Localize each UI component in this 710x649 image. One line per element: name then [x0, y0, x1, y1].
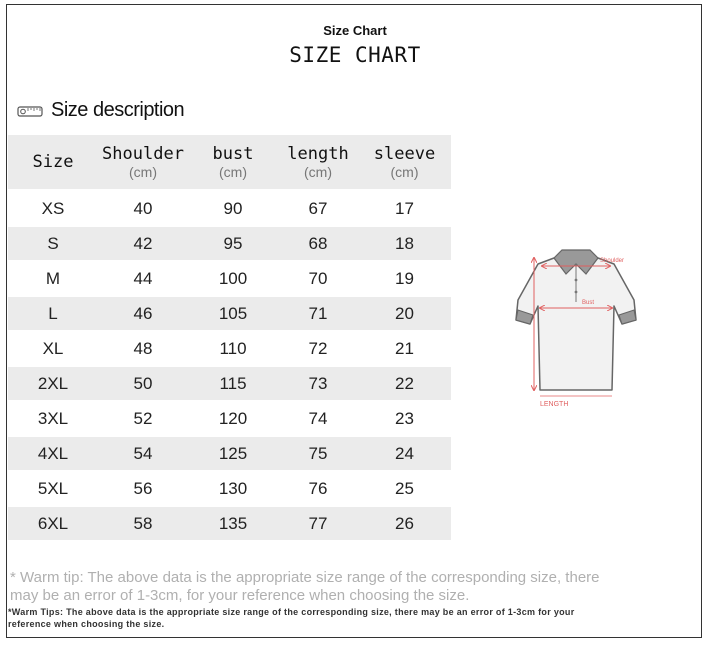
cell-shoulder: 40: [98, 191, 188, 227]
column-header-bust: [188, 135, 278, 191]
cell-size: 5XL: [8, 471, 98, 506]
length-measure-label: LENGTH: [540, 401, 569, 408]
shirt-button: [575, 291, 578, 294]
cell-sleeve: 25: [358, 471, 451, 506]
cell-sleeve: 17: [358, 191, 451, 227]
column-header-shoulder: [98, 135, 188, 191]
cell-bust: 100: [188, 261, 278, 296]
column-label: Shoulder: [102, 144, 184, 164]
cell-sleeve: 23: [358, 401, 451, 436]
cell-sleeve: 20: [358, 296, 451, 331]
column-header-length: [278, 135, 358, 191]
table-row: [8, 226, 451, 261]
size-description-label: Size description: [51, 99, 185, 121]
cell-bust: 135: [188, 506, 278, 541]
cell-size: 4XL: [8, 436, 98, 471]
cell-bust: 125: [188, 436, 278, 471]
cell-length: 75: [278, 436, 358, 471]
table-row: [8, 331, 451, 366]
bust-measure-label: Bust: [582, 300, 595, 306]
page-title: SIZE CHART: [289, 43, 421, 67]
cell-size: XL: [8, 331, 98, 366]
cell-size: 3XL: [8, 401, 98, 436]
cell-shoulder: 56: [98, 471, 188, 506]
tape-measure-icon: [17, 104, 43, 118]
table-row: [8, 261, 451, 296]
cell-shoulder: 52: [98, 401, 188, 436]
cell-length: 67: [278, 191, 358, 227]
cell-shoulder: 54: [98, 436, 188, 471]
table-row: [8, 296, 451, 331]
table-row: [8, 436, 451, 471]
shirt-button: [575, 279, 578, 282]
cell-length: 70: [278, 261, 358, 296]
shoulder-measure-label: Shoulder: [600, 258, 625, 264]
cell-sleeve: 21: [358, 331, 451, 366]
table-row: [8, 471, 451, 506]
cell-size: 6XL: [8, 506, 98, 541]
cell-length: 76: [278, 471, 358, 506]
cell-shoulder: 58: [98, 506, 188, 541]
column-label: length: [287, 144, 349, 164]
warm-tip-gray: * Warm tip: The above data is the appropriate size range of the corresponding size, there may be an error of 1-3cm, for your reference when choosing the size.: [10, 569, 600, 604]
cell-length: 72: [278, 331, 358, 366]
polo-shirt-measurement-icon: [510, 240, 642, 410]
cell-shoulder: 44: [98, 261, 188, 296]
cell-bust: 130: [188, 471, 278, 506]
cell-bust: 110: [188, 331, 278, 366]
cell-size: 2XL: [8, 366, 98, 401]
table-header-row: [8, 135, 451, 191]
cell-sleeve: 24: [358, 436, 451, 471]
cell-length: 68: [278, 226, 358, 261]
column-unit: (cm): [304, 164, 332, 180]
table-row: [8, 191, 451, 227]
column-unit: (cm): [129, 164, 157, 180]
cell-shoulder: 42: [98, 226, 188, 261]
cell-sleeve: 18: [358, 226, 451, 261]
cell-length: 73: [278, 366, 358, 401]
cell-shoulder: 50: [98, 366, 188, 401]
table-row: [8, 506, 451, 541]
warm-tip-bold: *Warm Tips: The above data is the appropriate size range of the corresponding size, there may be an error of 1-3cm for your reference when choosing the size.: [8, 607, 575, 629]
page-subtitle: Size Chart: [323, 23, 387, 38]
cell-size: M: [8, 261, 98, 296]
size-description-heading: [17, 99, 184, 122]
cell-bust: 95: [188, 226, 278, 261]
cell-length: 74: [278, 401, 358, 436]
cell-sleeve: 19: [358, 261, 451, 296]
column-label: sleeve: [373, 144, 436, 164]
cell-shoulder: 46: [98, 296, 188, 331]
cell-length: 71: [278, 296, 358, 331]
cell-sleeve: 26: [358, 506, 451, 541]
table-row: [8, 366, 451, 401]
cell-size: XS: [8, 191, 98, 227]
cell-bust: 115: [188, 366, 278, 401]
cell-bust: 120: [188, 401, 278, 436]
cell-bust: 90: [188, 191, 278, 227]
cell-size: L: [8, 296, 98, 331]
cell-sleeve: 22: [358, 366, 451, 401]
column-label: bust: [212, 144, 254, 164]
cell-length: 77: [278, 506, 358, 541]
size-table: [8, 135, 451, 542]
column-unit: (cm): [219, 164, 247, 180]
column-header-sleeve: [358, 135, 451, 191]
cell-shoulder: 48: [98, 331, 188, 366]
column-label: Size: [32, 152, 74, 172]
column-header-size: [8, 135, 98, 191]
cell-size: S: [8, 226, 98, 261]
column-unit: (cm): [390, 164, 419, 180]
cell-bust: 105: [188, 296, 278, 331]
table-row: [8, 401, 451, 436]
